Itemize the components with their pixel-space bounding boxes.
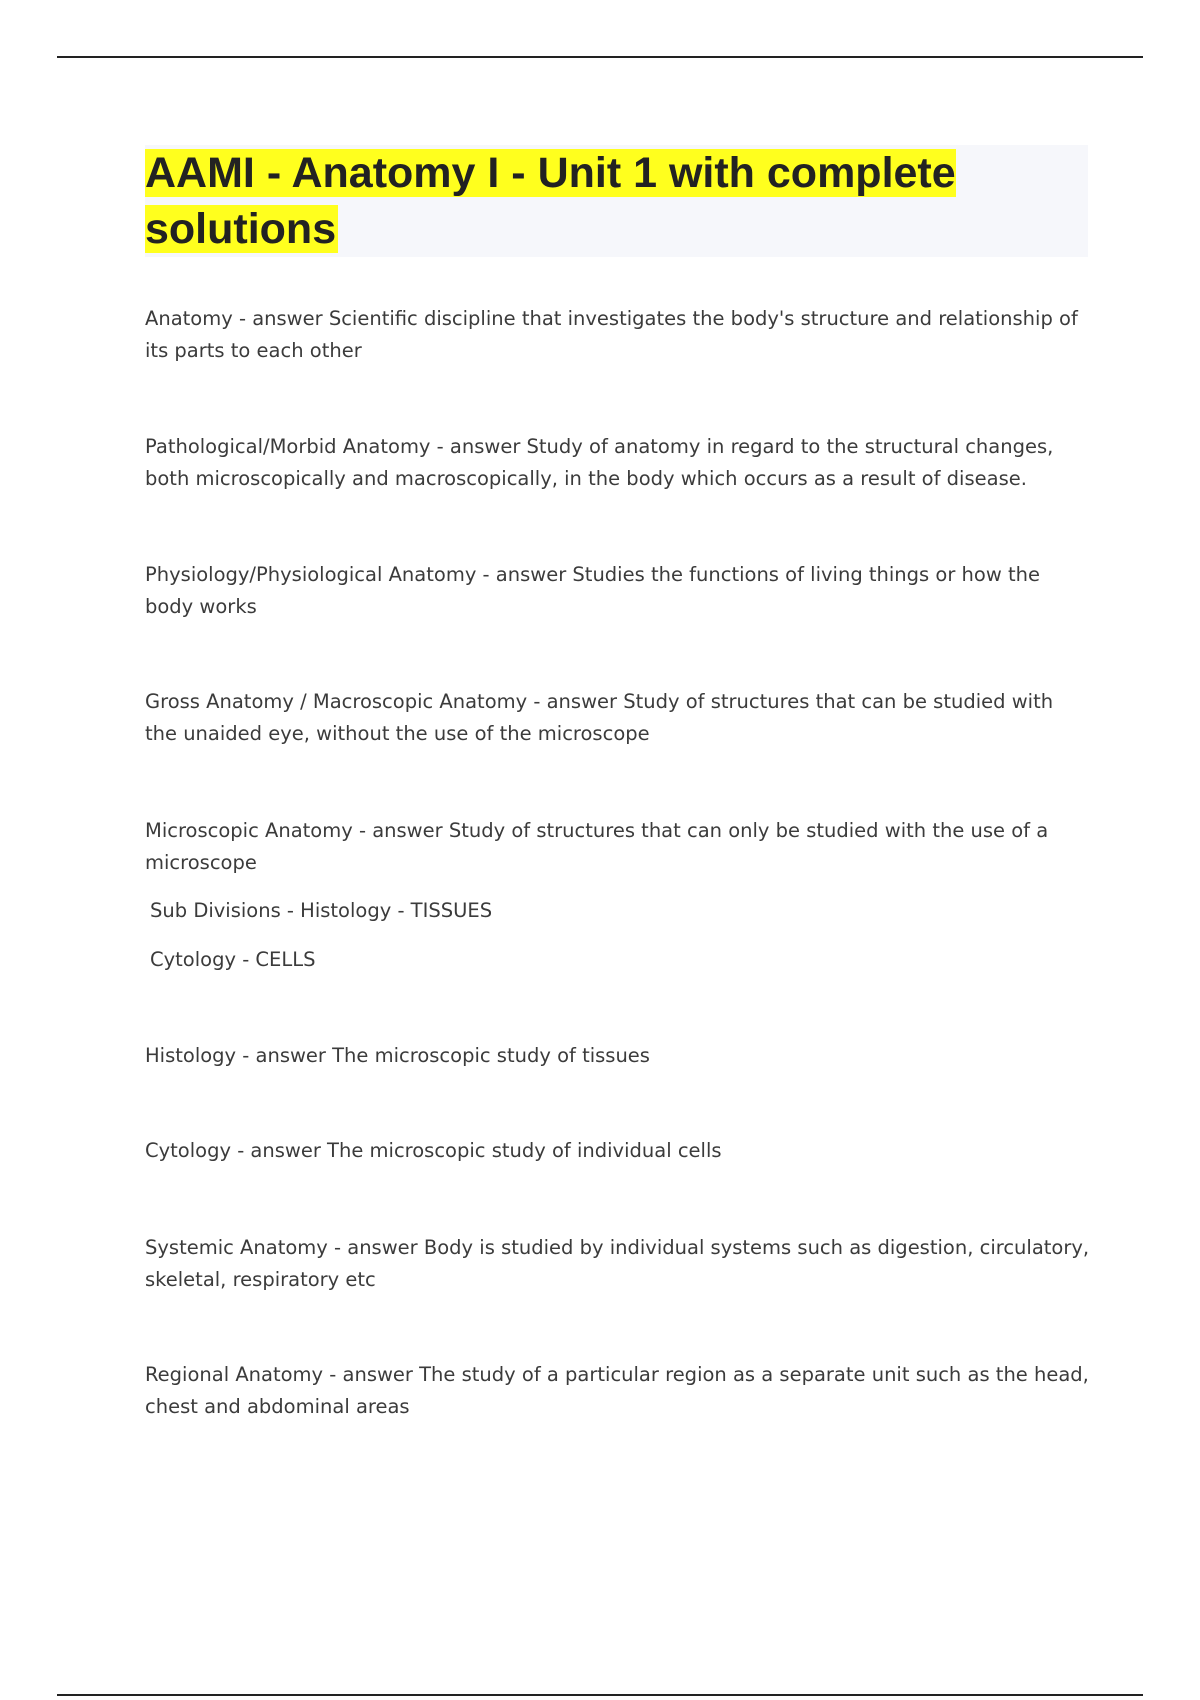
entry-histology: Histology - answer The microscopic study of tissues — [145, 1044, 650, 1067]
title-highlight: AAMI - Anatomy I - Unit 1 with complete solutions — [145, 149, 956, 253]
top-divider — [57, 56, 1143, 58]
entry-microscopic-anatomy: Microscopic Anatomy - answer Study of structures that can only be studied with the use of a microscope — [145, 819, 1049, 874]
entry-cytology: Cytology - answer The microscopic study of individual cells — [145, 1139, 722, 1162]
entry-anatomy: Anatomy - answer Scientific discipline that investigates the body's structure and relationship of its parts to each other — [145, 307, 1078, 362]
entry-regional-anatomy: Regional Anatomy - answer The study of a particular region as a separate unit such as the head, chest and abdominal areas — [145, 1363, 1089, 1418]
document-title — [145, 145, 1075, 257]
bottom-divider — [57, 1694, 1143, 1696]
subdivision-cytology: Cytology - CELLS — [150, 948, 316, 971]
entry-pathological-anatomy: Pathological/Morbid Anatomy - answer Study of anatomy in regard to the structural changes, both microscopically and macroscopically, in the body which occurs as a result of disease. — [145, 435, 1054, 490]
entry-physiology: Physiology/Physiological Anatomy - answer Studies the functions of living things or how the body works — [145, 563, 1040, 618]
entry-gross-anatomy: Gross Anatomy / Macroscopic Anatomy - answer Study of structures that can be studied with the unaided eye, without the use of the microscope — [145, 690, 1054, 745]
entry-systemic-anatomy: Systemic Anatomy - answer Body is studied by individual systems such as digestion, circulatory, skeletal, respiratory etc — [145, 1236, 1090, 1291]
subdivision-histology: Sub Divisions - Histology - TISSUES — [150, 899, 493, 922]
